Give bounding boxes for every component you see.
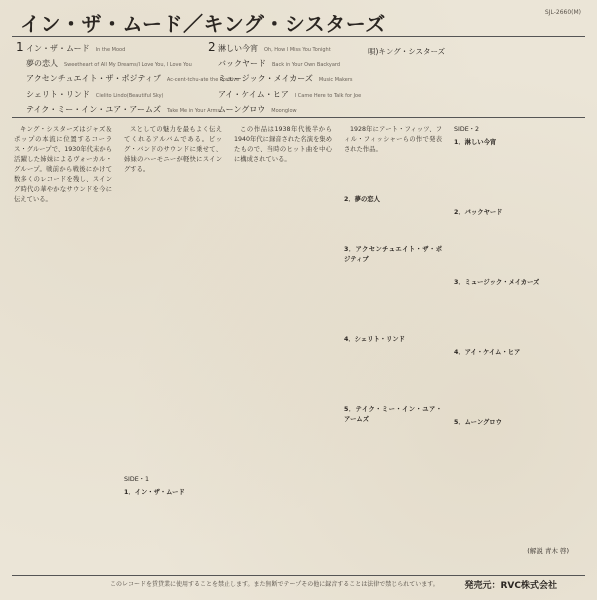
top-divider <box>12 36 585 37</box>
track-row: アイ・ケイム・ヒア I Came Here to Talk for Joe <box>218 89 362 99</box>
distributor-label: 発売元：RVC株式会社 <box>464 581 557 591</box>
track-row: 夢の恋人 Sweetheart of All My Dreams/I Love You, I Love You <box>26 59 192 69</box>
track-row: シェリト・リンド Cielito Lindo(Beautiful Sky) <box>26 89 164 99</box>
bottom-divider <box>12 575 585 576</box>
track-heading: 4．シェリト・リンド <box>344 336 405 343</box>
track-row: 淋しい今宵 Oh, How I Miss You Tonight <box>218 44 331 53</box>
track-heading: 2．夢の恋人 <box>344 196 380 203</box>
track-heading: 3．アクセンチュエイト・ザ・ポジティブ <box>344 246 442 263</box>
side-2-heading: SIDE・2 <box>454 126 479 133</box>
catalog-number: SJL-2660(M) <box>544 9 581 16</box>
artist-credit: 唄)キング・シスターズ <box>368 47 446 56</box>
track-heading: 1．淋しい今宵 <box>454 139 497 146</box>
track-row: イン・ザ・ムード In the Mood <box>26 44 126 53</box>
track-row: バックヤード Back in Your Own Backyard <box>218 59 341 69</box>
track-row: ミュージック・メイカーズ Music Makers <box>218 74 353 84</box>
track-heading: 5．テイク・ミー・イン・ユア・アームズ <box>344 406 442 423</box>
track-heading: 2．バックヤード <box>454 209 503 216</box>
middle-divider <box>12 117 585 118</box>
track-heading: 3．ミュージック・メイカーズ <box>454 279 540 286</box>
side-number: 2 <box>208 40 216 54</box>
notes-column-2: スとしての魅力を最もよく伝えてくれるアルバムである。ビッグ・バンドのサウンドに乗せて、姉妹のハーモニーが軽快にスイングする。 SIDE・1 1．イン・ザ・ムード <box>124 126 222 496</box>
notes-author: (解説 青木 啓) <box>527 547 569 555</box>
side-1-heading: SIDE・1 <box>124 476 149 483</box>
tracklist-side-2 <box>208 40 362 118</box>
track-row: テイク・ミー・イン・ユア・アームズ Take Me in Your Arms <box>26 104 220 114</box>
notes-column-3: この作品は1938年代後半から1940年代に録音された名演を集めたもので、当時のヒット曲を中心に構成されている。 <box>234 126 332 163</box>
track-row: ムーングロウ Moonglow <box>218 104 297 114</box>
track-row: アクセンチュエイト・ザ・ポジティブ Ac-cent-tchu-ate the Positive <box>26 74 240 84</box>
track-heading: 4．アイ・ケイム・ヒア <box>454 349 521 356</box>
track-heading: 1．イン・ザ・ムード <box>124 489 185 496</box>
copyright-notice: このレコードを賃貸業に使用することを禁止します。また無断でテープその他に録音することは法律で禁じられています。 <box>110 581 439 588</box>
track-heading: 5．ムーングロウ <box>454 419 502 426</box>
notes-column-1: キング・シスターズはジャズ＆ポップの本流に位置するコーラス・グループで、1930年代末から活躍した姉妹によるヴォーカル・グループ。戦前から戦後にかけて数多くのレコードを残し、スイング時代の華やかなサウンドを今に伝えている。 <box>14 126 112 203</box>
side-number: 1 <box>16 40 24 54</box>
notes-column-5 <box>454 125 582 572</box>
notes-column-4: 1928年にアート・フィッツ、フィル・フィッシャーらの作で発表された作品。 2．夢の恋人 3．アクセンチュエイト・ザ・ポジティブ 4．シェリト・リンド 5．テイク・ミー・イン・ユア・アームズ <box>344 126 442 423</box>
album-title: イン・ザ・ムード／キング・シスターズ <box>20 12 386 36</box>
